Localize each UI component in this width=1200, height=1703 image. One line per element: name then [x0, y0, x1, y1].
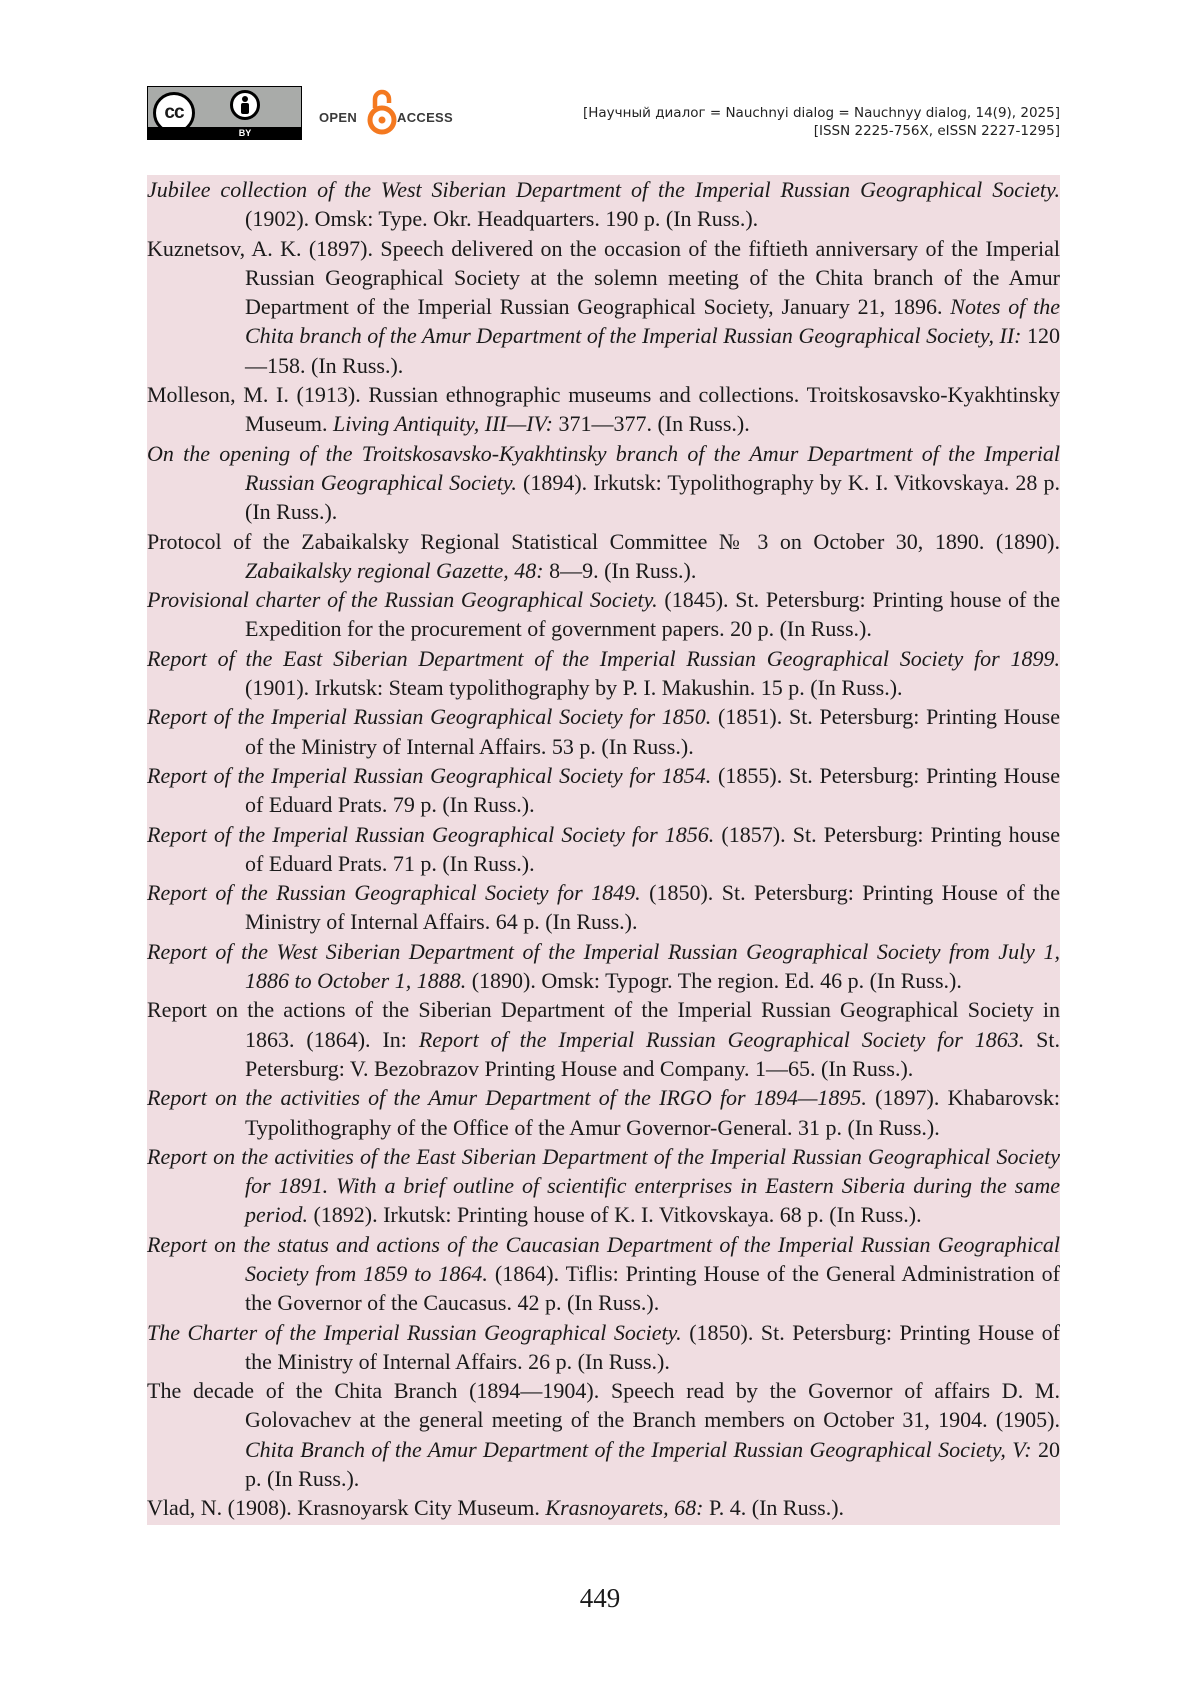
- reference-entry: The Charter of the Imperial Russian Geographical Society. (1850). St. Petersburg: Printing House of the Ministry of Internal Affairs. 26 p. (In Russ.).: [147, 1319, 1060, 1374]
- open-access-text-left: OPEN: [319, 110, 358, 125]
- reference-entry: Provisional charter of the Russian Geographical Society. (1845). St. Petersburg: Printing house of the Expedition for the procurement of government papers. 20 p. (In Russ.).: [147, 587, 1060, 642]
- journal-issn-line: [ISSN 2225-756X, eISSN 2227-1295]: [813, 123, 1060, 139]
- by-label: BY: [238, 128, 252, 138]
- page-header: [147, 86, 1060, 142]
- page-number: 449: [579, 1583, 621, 1613]
- reference-entry: Protocol of the Zabaikalsky Regional Statistical Committee № 3 on October 30, 1890. (1890). Zabaikalsky regional Gazette, 48: 8—9. (In Russ.).: [147, 528, 1060, 583]
- attribution-person-icon: [230, 90, 260, 120]
- reference-entry: Vlad, N. (1908). Krasnoyarsk City Museum. Krasnoyarets, 68: P. 4. (In Russ.).: [147, 1495, 845, 1521]
- reference-entry: Report of the Russian Geographical Society for 1849. (1850). St. Petersburg: Printing House of the Ministry of Internal Affairs. 64 p. (In Russ.).: [147, 880, 1060, 935]
- open-access-text-right: ACCESS: [397, 110, 453, 125]
- reference-entry: Kuznetsov, A. K. (1897). Speech delivered on the occasion of the fiftieth anniversary of the Imperial Russian Geographical Society at the solemn meeting of the Chita branch of the Amur Department of the Imperial Russian Geographical Society, January 21, 1896. Notes of the Chita branch of the Amur Department of the Imperial Russian Geographical Society, II: 120—158. (In Russ.).: [147, 235, 1060, 378]
- reference-entry: Report on the activities of the Amur Department of the IRGO for 1894—1895. (1897). Khabarovsk: Typolithography of the Office of the Amur Governor-General. 31 p. (In Russ.).: [147, 1085, 1060, 1140]
- open-access-lock-icon: [366, 86, 398, 136]
- reference-entry: The decade of the Chita Branch (1894—1904). Speech read by the Governor of affairs D. M. Golovachev at the general meeting of the Branch members on October 31, 1904. (1905). Chita Branch of the Amur Department of the Imperial Russian Geographical Society, V: 20 p. (In Russ.).: [147, 1378, 1060, 1492]
- reference-entry: Report on the activities of the East Siberian Department of the Imperial Russian Geographical Society for 1891. With a brief outline of scientific enterprises in Eastern Siberia during the same period. (1892). Irkutsk: Printing house of K. I. Vitkovskaya. 68 p. (In Russ.).: [147, 1143, 1060, 1228]
- reference-entry: Report on the actions of the Siberian Department of the Imperial Russian Geographical Society in 1863. (1864). In: Report of the Imperial Russian Geographical Society for 1863. St. Petersburg: V. Bezobrazov Printing House and Company. 1—65. (In Russ.).: [147, 997, 1061, 1081]
- reference-entry: Report of the Imperial Russian Geographical Society for 1856. (1857). St. Petersburg: Printing house of Eduard Prats. 71 p. (In Russ.).: [147, 821, 1061, 876]
- journal-citation: [583, 104, 1060, 140]
- reference-entry: On the opening of the Troitskosavsko-Kyakhtinsky branch of the Amur Department of the Imperial Russian Geographical Society. (1894). Irkutsk: Typolithography by K. I. Vitkovskaya. 28 p. (In Russ.).: [147, 440, 1060, 525]
- open-access-logo: [319, 86, 469, 142]
- reference-entry: Jubilee collection of the West Siberian Department of the Imperial Russian Geographical Society. (1902). Omsk: Type. Okr. Headquarters. 190 p. (In Russ.).: [147, 177, 1060, 232]
- cc-by-license-badge: [147, 86, 302, 140]
- journal-title-line: [Научный диалог = Nauchnyi dialog = Nauchnyy dialog, 14(9), 2025]: [582, 105, 1060, 121]
- reference-entry: Report on the status and actions of the Caucasian Department of the Imperial Russian Geographical Society from 1859 to 1864. (1864). Tiflis: Printing House of the General Administration of the Governor of the Caucasus. 42 p. (In Russ.).: [147, 1231, 1060, 1316]
- reference-entry: Report of the Imperial Russian Geographical Society for 1850. (1851). St. Petersburg: Printing House of the Ministry of Internal Affairs. 53 p. (In Russ.).: [147, 704, 1060, 759]
- reference-entry: Report of the Imperial Russian Geographical Society for 1854. (1855). St. Petersburg: Printing House of Eduard Prats. 79 p. (In Russ.).: [147, 762, 1060, 818]
- reference-entry: Report of the West Siberian Department of the Imperial Russian Geographical Society from July 1, 1886 to October 1, 1888. (1890). Omsk: Typogr. The region. Ed. 46 p. (In Russ.).: [147, 938, 1060, 994]
- reference-entry: Molleson, M. I. (1913). Russian ethnographic museums and collections. Troitskosavsko-Kyakhtinsky Museum. Living Antiquity, III—IV: 371—377. (In Russ.).: [147, 382, 1060, 437]
- reference-list: [147, 175, 1060, 1525]
- creative-commons-icon: cc: [153, 92, 195, 134]
- reference-entry: Report of the East Siberian Department of the Imperial Russian Geographical Society for 1899. (1901). Irkutsk: Steam typolithography by P. I. Makushin. 15 p. (In Russ.).: [147, 645, 1060, 701]
